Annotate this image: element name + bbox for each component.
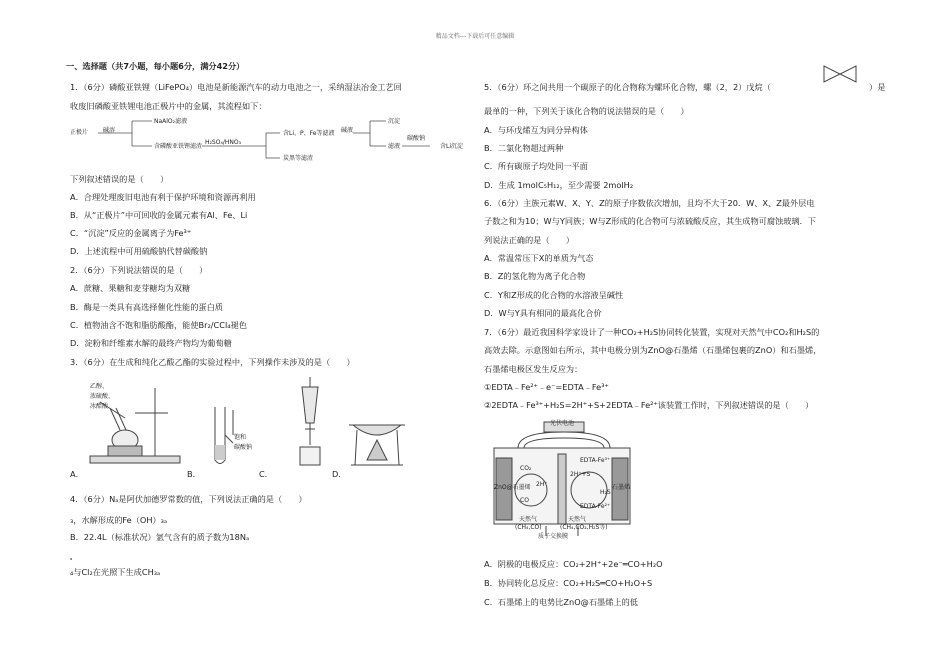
q7-reaction-2: ②2EDTA﹣Fe³⁺+H₂S=2H⁺+S+2EDTA﹣Fe²⁺该装置工作时，下列叙述错误的是（ ） (484, 400, 814, 410)
q1-option-d: D．上述流程中可用硫酸钠代替碳酸钠 (70, 246, 208, 256)
q6-option-a: A．常温常压下X的单质为气态 (484, 253, 594, 263)
q7-option-a: A．阴极的电极反应：CO₂+2H⁺+2e⁻═CO+H₂O (484, 559, 663, 569)
q2-option-c: C．植物油含不饱和脂肪酸酯，能使Br₂/CCl₄褪色 (70, 320, 247, 330)
diagram-co: CO (520, 497, 529, 504)
q3-option-c: C． (259, 469, 273, 479)
q3-label-a2: 浓硫酸、 (90, 393, 115, 400)
q7-reaction-1: ①EDTA﹣Fe²⁺﹣e⁻=EDTA﹣Fe³⁺ (484, 382, 609, 392)
diagram-edta3: EDTA-Fe³⁺ (580, 457, 611, 464)
flow-step3: 碱液 (341, 127, 354, 134)
q5-option-b: B．二氯化物超过两种 (484, 143, 564, 153)
separatory-funnel-icon (290, 375, 330, 470)
test-tube-icon (205, 405, 260, 470)
q6-option-b: B．Z的氢化物为离子化合物 (484, 271, 586, 281)
q6-stem-2: 子数之和为10；W与Y同族；W与Z形成的化合物可与浓硫酸反应，其生成物可腐蚀玻璃．下 (484, 216, 816, 226)
q4-stem: 4．（6分）Nₐ是阿伏加德罗常数的值，下列说法正确的是（ ） (70, 494, 307, 504)
diagram-edta2: EDTA-Fe²⁺ (580, 503, 611, 510)
flow-start: 正极片 (70, 129, 89, 136)
flow-out3: 含Li、P、Fe等滤液 (283, 130, 335, 137)
q5-option-c: C．所有碳原子均处同一平面 (484, 161, 588, 171)
diagram-top: 光伏电池 (550, 420, 575, 427)
q2-option-d: D．淀粉和纤维素水解的最终产物均为葡萄糖 (70, 338, 232, 348)
diagram-right-electrode: 石墨烯 (612, 484, 631, 491)
q2-stem: 2．（6分）下列说法错误的是（ ） (70, 265, 208, 275)
q1-option-a: A．合理处理废旧电池有利于保护环境和资源再利用 (70, 192, 256, 202)
flow-out4: 炭黑等滤渣 (283, 155, 314, 162)
diagram-co2: CO₂ (520, 465, 532, 472)
flow-out5: 沉淀 (388, 118, 401, 125)
q6-option-d: D．W与Y具有相同的最高化合价 (484, 308, 602, 318)
q3-option-b: B． (187, 469, 201, 479)
q4-fragment-3: ₄与Cl₂在光照下生成CH₃ₐ (70, 567, 161, 577)
q3-option-d: D． (332, 469, 347, 479)
q1-option-b: B．从“正极片”中可回收的金属元素有Al、Fe、Li (70, 210, 248, 220)
diagram-hs: 2H⁺+S (570, 471, 591, 478)
q3-stem: 3．（6分）在生成和纯化乙酸乙酯的实验过程中，下列操作未涉及的是（ ） (70, 357, 355, 367)
q1-option-c: C．“沉淀”反应的金属离子为Fe³⁺ (70, 228, 192, 238)
q3-label-b1: 饱和 (234, 434, 247, 441)
q5-stem: 5．（6分）环之间共用一个碳原子的化合物称为螺环化合物，螺（2，2）戊烷（ (484, 82, 771, 92)
q3-label-b2: 碳酸钠 (234, 444, 253, 451)
reflux-apparatus-icon (80, 378, 190, 468)
q7-option-b: B．协同转化总反应：CO₂+H₂S═CO+H₂O+S (484, 578, 653, 588)
q3-option-a: A． (70, 469, 84, 479)
diagram-gas-1b: (CH₄,CO) (515, 524, 542, 531)
flow-out1: NaAlO₂滤液 (154, 118, 188, 125)
flow-step1: 碱溶 (103, 127, 116, 134)
flow-step2: H₂SO₄/HNO₃ (205, 139, 242, 146)
q1-stem: 1．（6分）磷酸亚铁锂（LiFePO₄）电池是新能源汽车的动力电池之一，采纳湿法冶金工艺回 (70, 82, 402, 92)
q4-fragment-1: ₃，水解形成的Fe（OH）₃ₐ (70, 515, 168, 525)
q2-option-b: B．酶是一类具有高选择催化性能的蛋白质 (70, 302, 223, 312)
page-header: 精品文档---下载后可任意编辑 (435, 33, 515, 40)
diagram-gas-2: 天然气 (568, 516, 587, 523)
q7-stem-3: 石墨烯电极区发生反应为： (484, 364, 583, 374)
spiropentane-icon (820, 63, 860, 85)
q6-stem-3: 列说法正确的是（ ） (484, 235, 575, 245)
diagram-membrane: 质子交换膜 (538, 533, 569, 540)
diagram-gas-1: 天然气 (519, 516, 538, 523)
q5-option-a: A．与环戊烯互为同分异构体 (484, 125, 588, 135)
q5-stem-end: ）是 (869, 82, 886, 92)
q4-fragment-2: ₐ (70, 555, 73, 562)
diagram-gas-2b: (CH₄,CO₂,H₂S等) (560, 524, 608, 531)
q2-option-a: A．蔗糖、果糖和麦芽糖均为双糖 (70, 283, 191, 293)
q3-label-a3: 冰醋酸 (90, 403, 109, 410)
q5-stem-2: 最单的一种，下列关于该化合物的说法错误的是（ ） (484, 106, 689, 116)
flow-out7: 含Li沉淀 (440, 143, 464, 150)
q1-stem-2: 收废旧磷酸亚铁锂电池正极片中的金属，其流程如下： (70, 101, 267, 111)
q1-prompt: 下列叙述错误的是（ ） (70, 174, 169, 184)
diagram-h2s: H₂S (600, 489, 611, 496)
q6-option-c: C．Y和Z形成的化合物的水溶液呈碱性 (484, 290, 624, 300)
q4-option-b: B．22.4L（标准状况）氩气含有的质子数为18Nₐ (70, 532, 250, 542)
q5-option-d: D．生成 1molC₅H₁₂，至少需要 2molH₂ (484, 180, 634, 190)
flow-step4: 碳酸钠 (407, 135, 426, 142)
evaporating-dish-icon (345, 410, 410, 470)
q3-label-a1: 乙醇、 (90, 383, 109, 390)
q7-stem: 7．（6分）最近我国科学家设计了一种CO₂+H₂S协同转化装置，实现对天然气中CO₂和H₂S的 (484, 327, 820, 337)
q7-stem-2: 高效去除。示意图如右所示，其中电极分别为ZnO@石墨烯（石墨烯包裹的ZnO）和石墨烯， (484, 345, 822, 355)
section-title: 一、选择题（共7小题，每小题6分，满分42分） (66, 61, 245, 71)
diagram-2h: 2H⁺ (536, 481, 548, 488)
diagram-left-electrode: ZnO@石墨烯 (494, 484, 531, 491)
flow-out6: 滤液 (388, 143, 401, 150)
flow-out2: 含磷酸亚铁锂滤渣 (154, 143, 203, 150)
q6-stem: 6．（6分）主族元素W、X、Y、Z的原子序数依次增加，且均不大于20．W、X、Z最外层电 (484, 198, 815, 208)
q7-option-c: C．石墨烯上的电势比ZnO@石墨烯上的低 (484, 597, 638, 607)
